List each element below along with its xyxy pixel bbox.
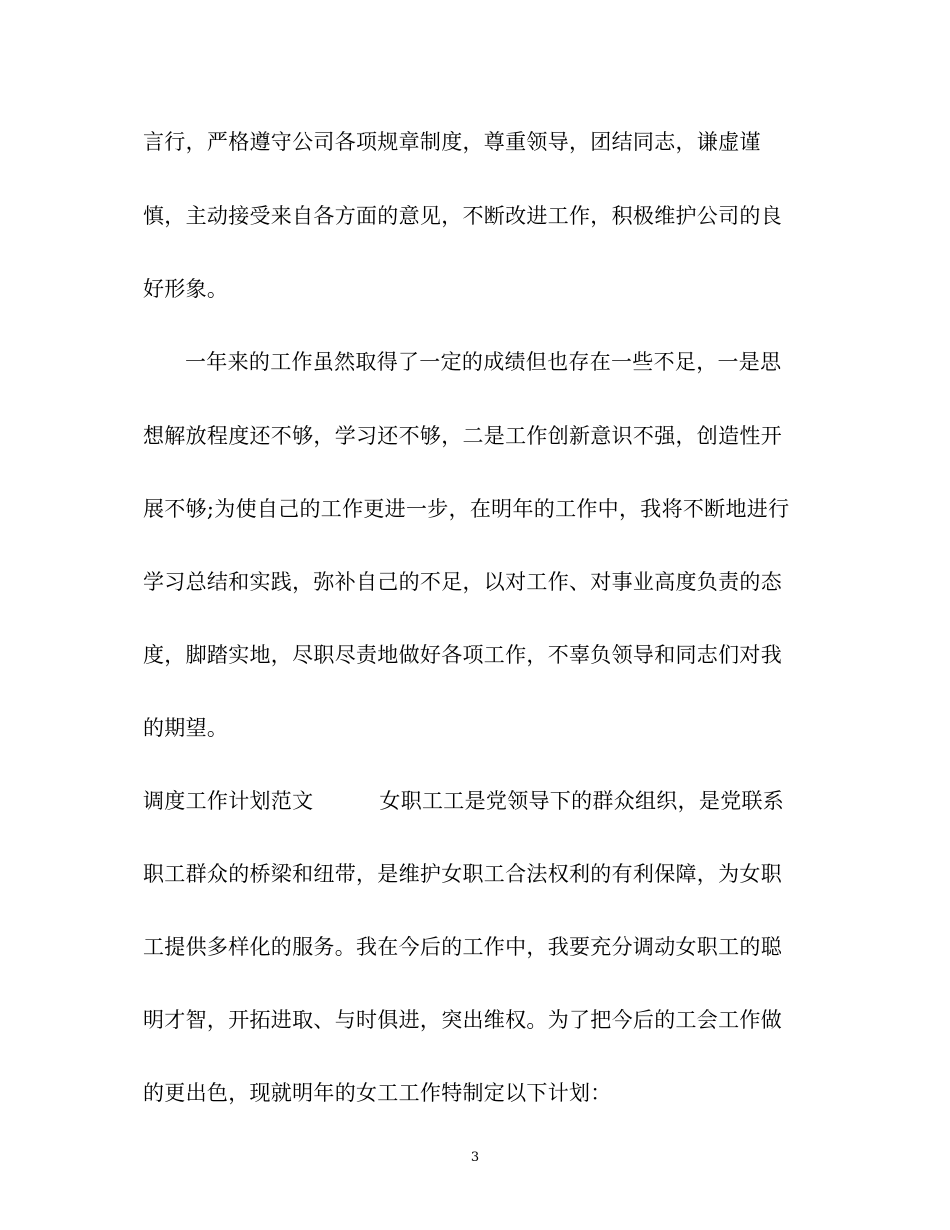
text-line: 一年来的工作虽然取得了一定的成绩但也存在一些不足，一是思 bbox=[185, 350, 782, 374]
text-line: 想解放程度还不够，学习还不够，二是工作创新意识不强，创造性开 bbox=[143, 424, 782, 448]
page-number: 3 bbox=[470, 1150, 480, 1165]
text-line: 学习总结和实践，弥补自己的不足，以对工作、对事业高度负责的态 bbox=[143, 570, 782, 594]
text-line: 工提供多样化的服务。我在今后的工作中，我要充分调动女职工的聪 bbox=[143, 935, 782, 959]
text-line: 言行，严格遵守公司各项规章制度，尊重领导，团结同志，谦虚谨 bbox=[143, 130, 761, 154]
section-text: 女职工工是党领导下的群众组织，是党联系 bbox=[379, 789, 785, 813]
text-line: 的更出色，现就明年的女工工作特制定以下计划： bbox=[143, 1081, 612, 1105]
text-line: 的期望。 bbox=[143, 716, 229, 740]
text-line: 展不够;为使自己的工作更进一步，在明年的工作中，我将不断地进行 bbox=[143, 497, 790, 521]
text-line: 好形象。 bbox=[143, 277, 229, 301]
text-line: 度，脚踏实地，尽职尽责地做好各项工作，不辜负领导和同志们对我 bbox=[143, 643, 782, 667]
section-title: 调度工作计划范文 bbox=[143, 789, 314, 813]
text-line: 慎，主动接受来自各方面的意见，不断改进工作，积极维护公司的良 bbox=[143, 204, 782, 228]
heading-line bbox=[143, 789, 784, 813]
text-line: 明才智，开拓进取、与时俱进，突出维权。为了把今后的工会工作做 bbox=[143, 1008, 782, 1032]
text-line: 职工群众的桥梁和纽带，是维护女职工合法权利的有利保障，为女职 bbox=[143, 862, 782, 886]
